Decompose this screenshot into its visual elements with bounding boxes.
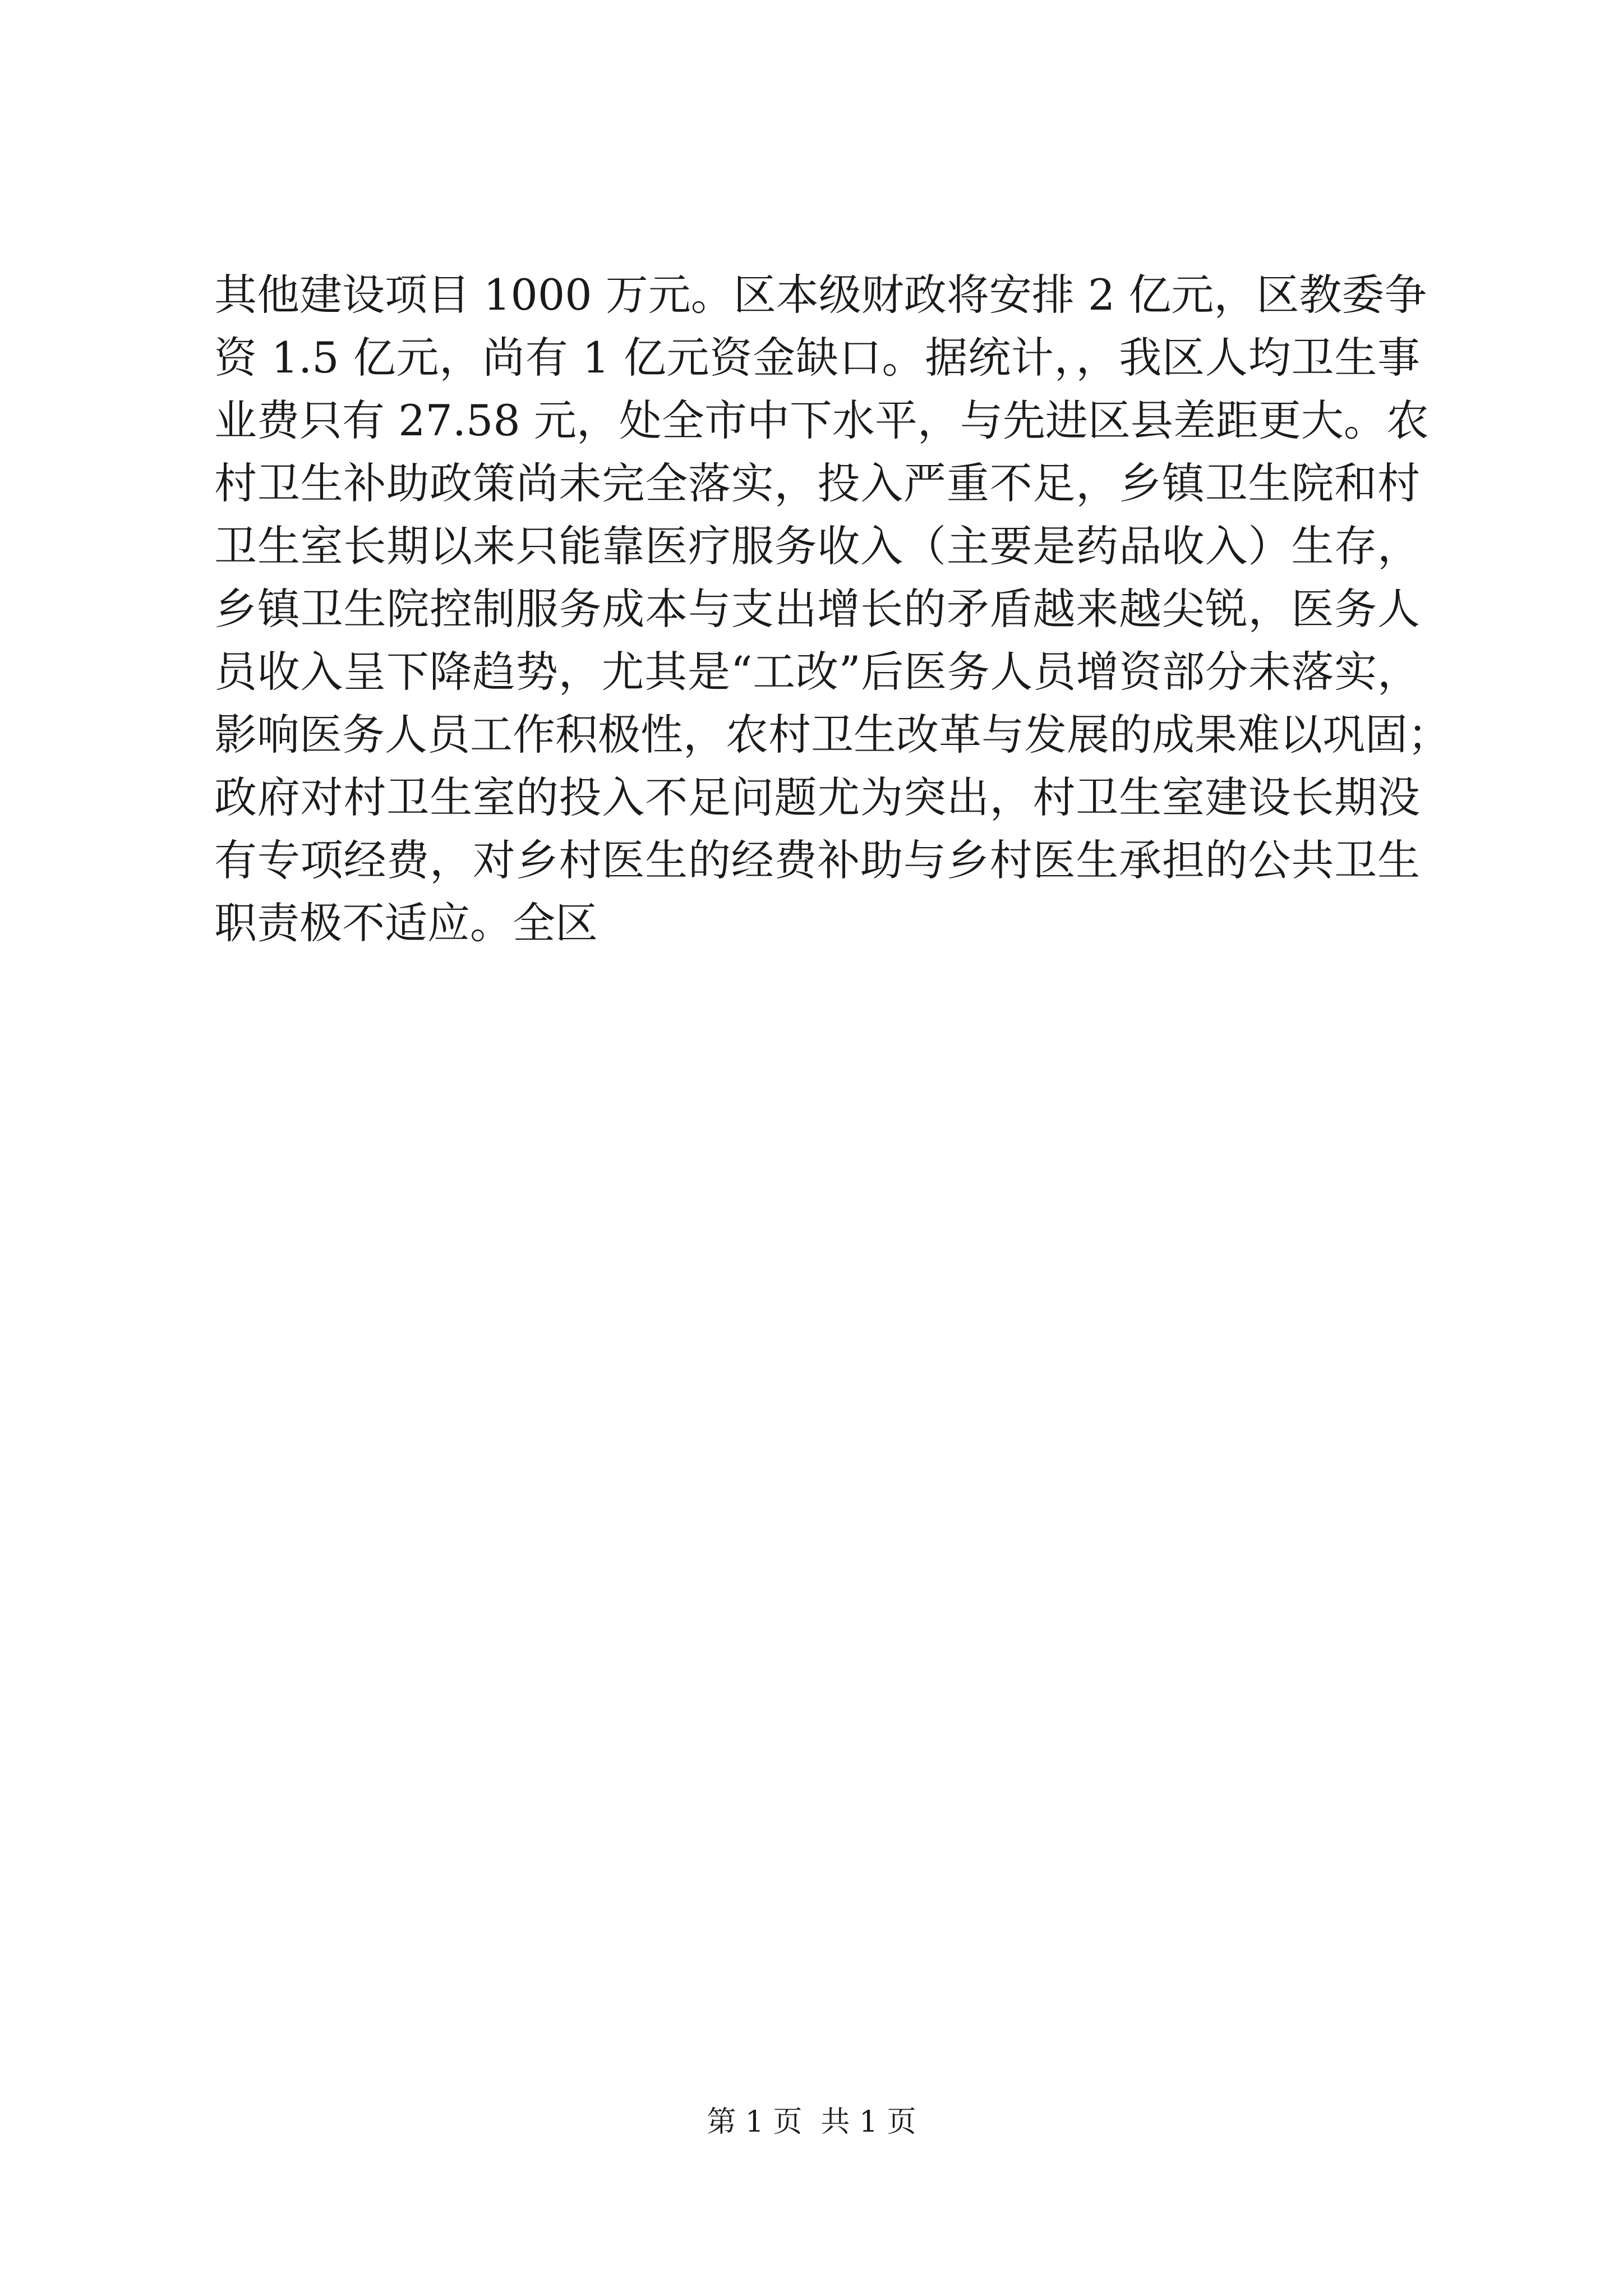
paragraph-line: 业费只有 27.58 元，处全市中下水平，与先进区县差距更大。农 [214,395,1429,445]
paragraph-line: 卫生室长期以来只能靠医疗服务收入（主要是药品收入）生存， [214,521,1420,571]
paragraph-line: 员收入呈下降趋势，尤其是“工改”后医务人员增资部分未落实， [214,647,1420,697]
paragraph-line: 资 1.5 亿元，尚有 1 亿元资金缺口。据统计，，我区人均卫生事 [214,333,1420,383]
paragraph-line: 其他建设项目 1000 万元。区本级财政将安排 2 亿元，区教委争 [214,270,1427,320]
paragraph-line: 职责极不适应。全区 [214,898,598,948]
paragraph-line: 有专项经费，对乡村医生的经费补助与乡村医生承担的公共卫生 [214,835,1420,885]
page-number-footer: 第 1 页 共 1 页 [707,2105,916,2139]
paragraph-line: 村卫生补助政策尚未完全落实，投入严重不足，乡镇卫生院和村 [214,458,1420,508]
paragraph-line: 政府对村卫生室的投入不足问题尤为突出，村卫生室建设长期没 [214,772,1420,822]
paragraph-line: 乡镇卫生院控制服务成本与支出增长的矛盾越来越尖锐，医务人 [214,584,1420,634]
paragraph-line: 影响医务人员工作积极性，农村卫生改革与发展的成果难以巩固； [214,710,1450,760]
body-paragraph [214,264,1450,955]
